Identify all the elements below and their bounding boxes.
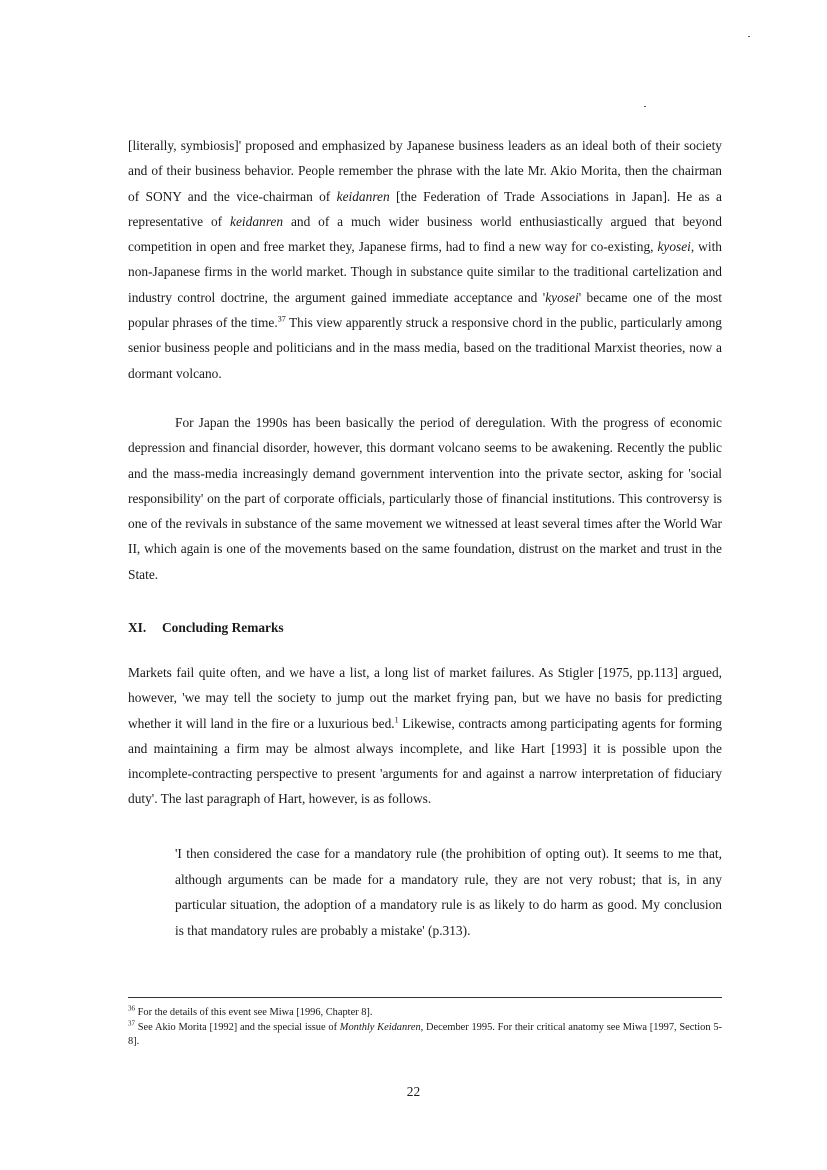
- paragraph-text: [the Federation of Trade Associations in Japan]. He as a representative of: [128, 188, 722, 229]
- paragraph-text: , with non-Japanese firms in the world market. Though in substance quite similar to the traditional cartelization and industry control doctrine, the argument gained immediate acceptance and ': [128, 239, 722, 305]
- paragraph-text: and of a much wider business world enthusiastically argued that beyond competition in open and free market they, Japanese firms, had to find a new way for co-existing,: [128, 213, 722, 255]
- paragraph-text: This view apparently struck a responsive chord in the public, particularly among senior business people and politicians and in the mass media, based on the traditional Marxist theories, now a dormant volcano.: [128, 315, 722, 381]
- footnotes: [128, 1006, 722, 1051]
- body-paragraph-2: For Japan the 1990s has been basically the period of deregulation. With the progress of economic depression and financial disorder, however, this dormant volcano seems to be awakening. Recently the public and the mass-media increasingly demand government intervention into the private sector, asking for 'social responsibility' on the part of corporate officials, particularly those of financial institutions. This controversy is one of the revivals in substance of the same movement we witnessed at least several times after the World War II, which again is one of the movements based on the same foundation, distrust on the market and trust in the State.: [128, 415, 722, 582]
- section-number: XI.: [128, 620, 147, 635]
- italic-term: keidanren: [336, 188, 390, 204]
- body-paragraph-3: [128, 660, 722, 812]
- section-title: Concluding Remarks: [162, 620, 284, 635]
- footnote-mark: 37: [128, 1019, 135, 1028]
- italic-term: kyosei: [657, 239, 691, 255]
- section-heading: [128, 617, 284, 639]
- paragraph-text: [literally, symbiosis]' proposed and emphasized by Japanese business leaders as an ideal both of their society and of their business behavior. People remember the phrase with the late Mr. Akio Morita, then the chairman of SONY and the vice-chairman of: [128, 138, 722, 204]
- footnote-mark: 36: [128, 1004, 135, 1013]
- italic-term: keidanren: [230, 213, 284, 229]
- page-number: 22: [406, 1084, 421, 1099]
- paragraph-text: Likewise, contracts among participating agents for forming and maintaining a firm may be almost always incomplete, and like Hart [1993] it is possible upon the incomplete-contracting perspective to present 'arguments for and against a narrow interpretation of fiduciary duty'. The last paragraph of Hart, however, is as follows.: [128, 715, 723, 807]
- scan-speck: [748, 36, 750, 37]
- body-paragraph-1: [128, 133, 722, 386]
- footnote-36: [128, 1006, 722, 1020]
- footnote-reference[interactable]: 1: [394, 715, 399, 725]
- footnote-text: , December 1995. For their critical anatomy see Miwa [1997, Section 5-8].: [128, 1022, 722, 1048]
- block-quote: 'I then considered the case for a mandatory rule (the prohibition of opting out). It seems to me that, although arguments can be made for a mandatory rule, they are not very robust; that is, in any particular situation, the adoption of a mandatory rule is as likely to do harm as good. My conclusion is that mandatory rules are probably a mistake' (p.313).: [175, 846, 722, 938]
- footnote-italic-title: Monthly Keidanren: [339, 1022, 421, 1034]
- footnote-text: See Akio Morita [1992] and the special issue of: [135, 1022, 340, 1034]
- footnote-divider: [128, 997, 722, 998]
- italic-term: kyosei: [545, 289, 579, 305]
- paragraph-text: ' became one of the most popular phrases of the time.: [128, 289, 722, 331]
- footnote-37: [128, 1021, 722, 1049]
- scan-speck: [644, 106, 646, 107]
- paragraph-text: Markets fail quite often, and we have a list, a long list of market failures. As Stigler [1975, pp.113] argued, however, 'we may tell the society to jump out the market frying pan, but we have no basis for predicting whether it will land in the fire or a luxurious bed.: [128, 665, 722, 731]
- footnote-text: For the details of this event see Miwa [1996, Chapter 8].: [135, 1007, 373, 1018]
- footnote-reference[interactable]: 37: [277, 314, 286, 324]
